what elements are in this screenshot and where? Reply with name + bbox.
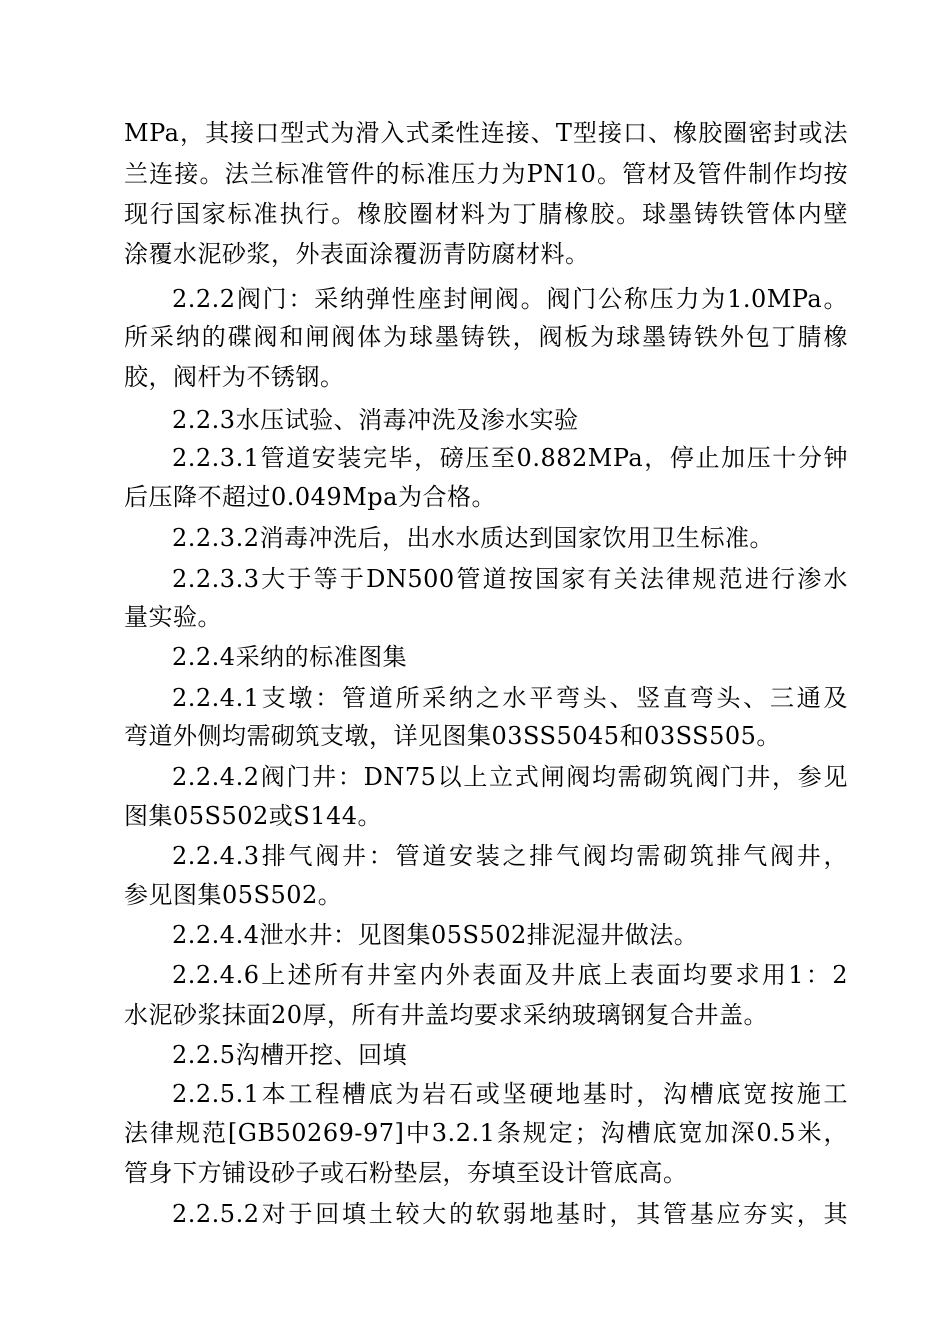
text-line: 2.2.2阀门：采纳弹性座封闸阀。阀门公称压力为1.0MPa。	[172, 285, 848, 313]
text-line: 所采纳的碟阀和闸阀体为球墨铸铁，阀板为球墨铸铁外包丁腈橡	[124, 323, 848, 351]
text-line: 弯道外侧均需砌筑支墩，详见图集03SS5045和03SS505。	[124, 722, 781, 750]
text-line: 2.2.4.3排气阀井：管道安装之排气阀均需砌筑排气阀井，	[172, 842, 848, 870]
text-line: 后压降不超过0.049Mpa为合格。	[124, 483, 496, 511]
text-line: 2.2.4.2阀门井：DN75以上立式闸阀均需砌筑阀门井，参见	[172, 763, 848, 791]
text-line: 2.2.4.1支墩：管道所采纳之水平弯头、竖直弯头、三通及	[172, 684, 848, 712]
text-line: 量实验。	[124, 603, 222, 631]
text-line: 管身下方铺设砂子或石粉垫层，夯填至设计管底高。	[124, 1159, 688, 1187]
text-line: 胶，阀杆为不锈钢。	[124, 363, 345, 391]
text-line: 涂覆水泥砂浆，外表面涂覆沥青防腐材料。	[124, 240, 590, 268]
text-line: 2.2.3.1管道安装完毕，磅压至0.882MPa，停止加压十分钟	[172, 444, 848, 472]
text-line: 参见图集05S502。	[124, 881, 343, 909]
text-line: 法律规范[GB50269-97]中3.2.1条规定；沟槽底宽加深0.5米，	[124, 1119, 848, 1147]
text-line: 2.2.3水压试验、消毒冲洗及渗水实验	[172, 406, 579, 434]
text-line: 2.2.4.6上述所有井室内外表面及井底上表面均要求用1：2	[172, 961, 848, 989]
text-line: 2.2.5.2对于回填土较大的软弱地基时，其管基应夯实，其	[172, 1200, 848, 1228]
text-line: 2.2.4.4泄水井：见图集05S502排泥湿井做法。	[172, 921, 699, 949]
text-line: 2.2.5沟槽开挖、回填	[172, 1041, 408, 1069]
text-line: 水泥砂浆抹面20厚，所有井盖均要求采纳玻璃钢复合井盖。	[124, 1001, 769, 1029]
text-line: 图集05S502或S144。	[124, 802, 383, 830]
text-line: 2.2.3.2消毒冲洗后，出水水质达到国家饮用卫生标准。	[172, 524, 774, 552]
text-line: 2.2.3.3大于等于DN500管道按国家有关法律规范进行渗水	[172, 565, 848, 593]
text-line: MPa，其接口型式为滑入式柔性连接、T型接口、橡胶圈密封或法	[124, 119, 848, 147]
text-line: 兰连接。法兰标准管件的标准压力为PN10。管材及管件制作均按	[124, 160, 848, 188]
text-line: 2.2.4采纳的标准图集	[172, 643, 408, 671]
text-line: 2.2.5.1本工程槽底为岩石或坚硬地基时，沟槽底宽按施工	[172, 1080, 848, 1108]
text-line: 现行国家标准执行。橡胶圈材料为丁腈橡胶。球墨铸铁管体内壁	[124, 200, 848, 228]
